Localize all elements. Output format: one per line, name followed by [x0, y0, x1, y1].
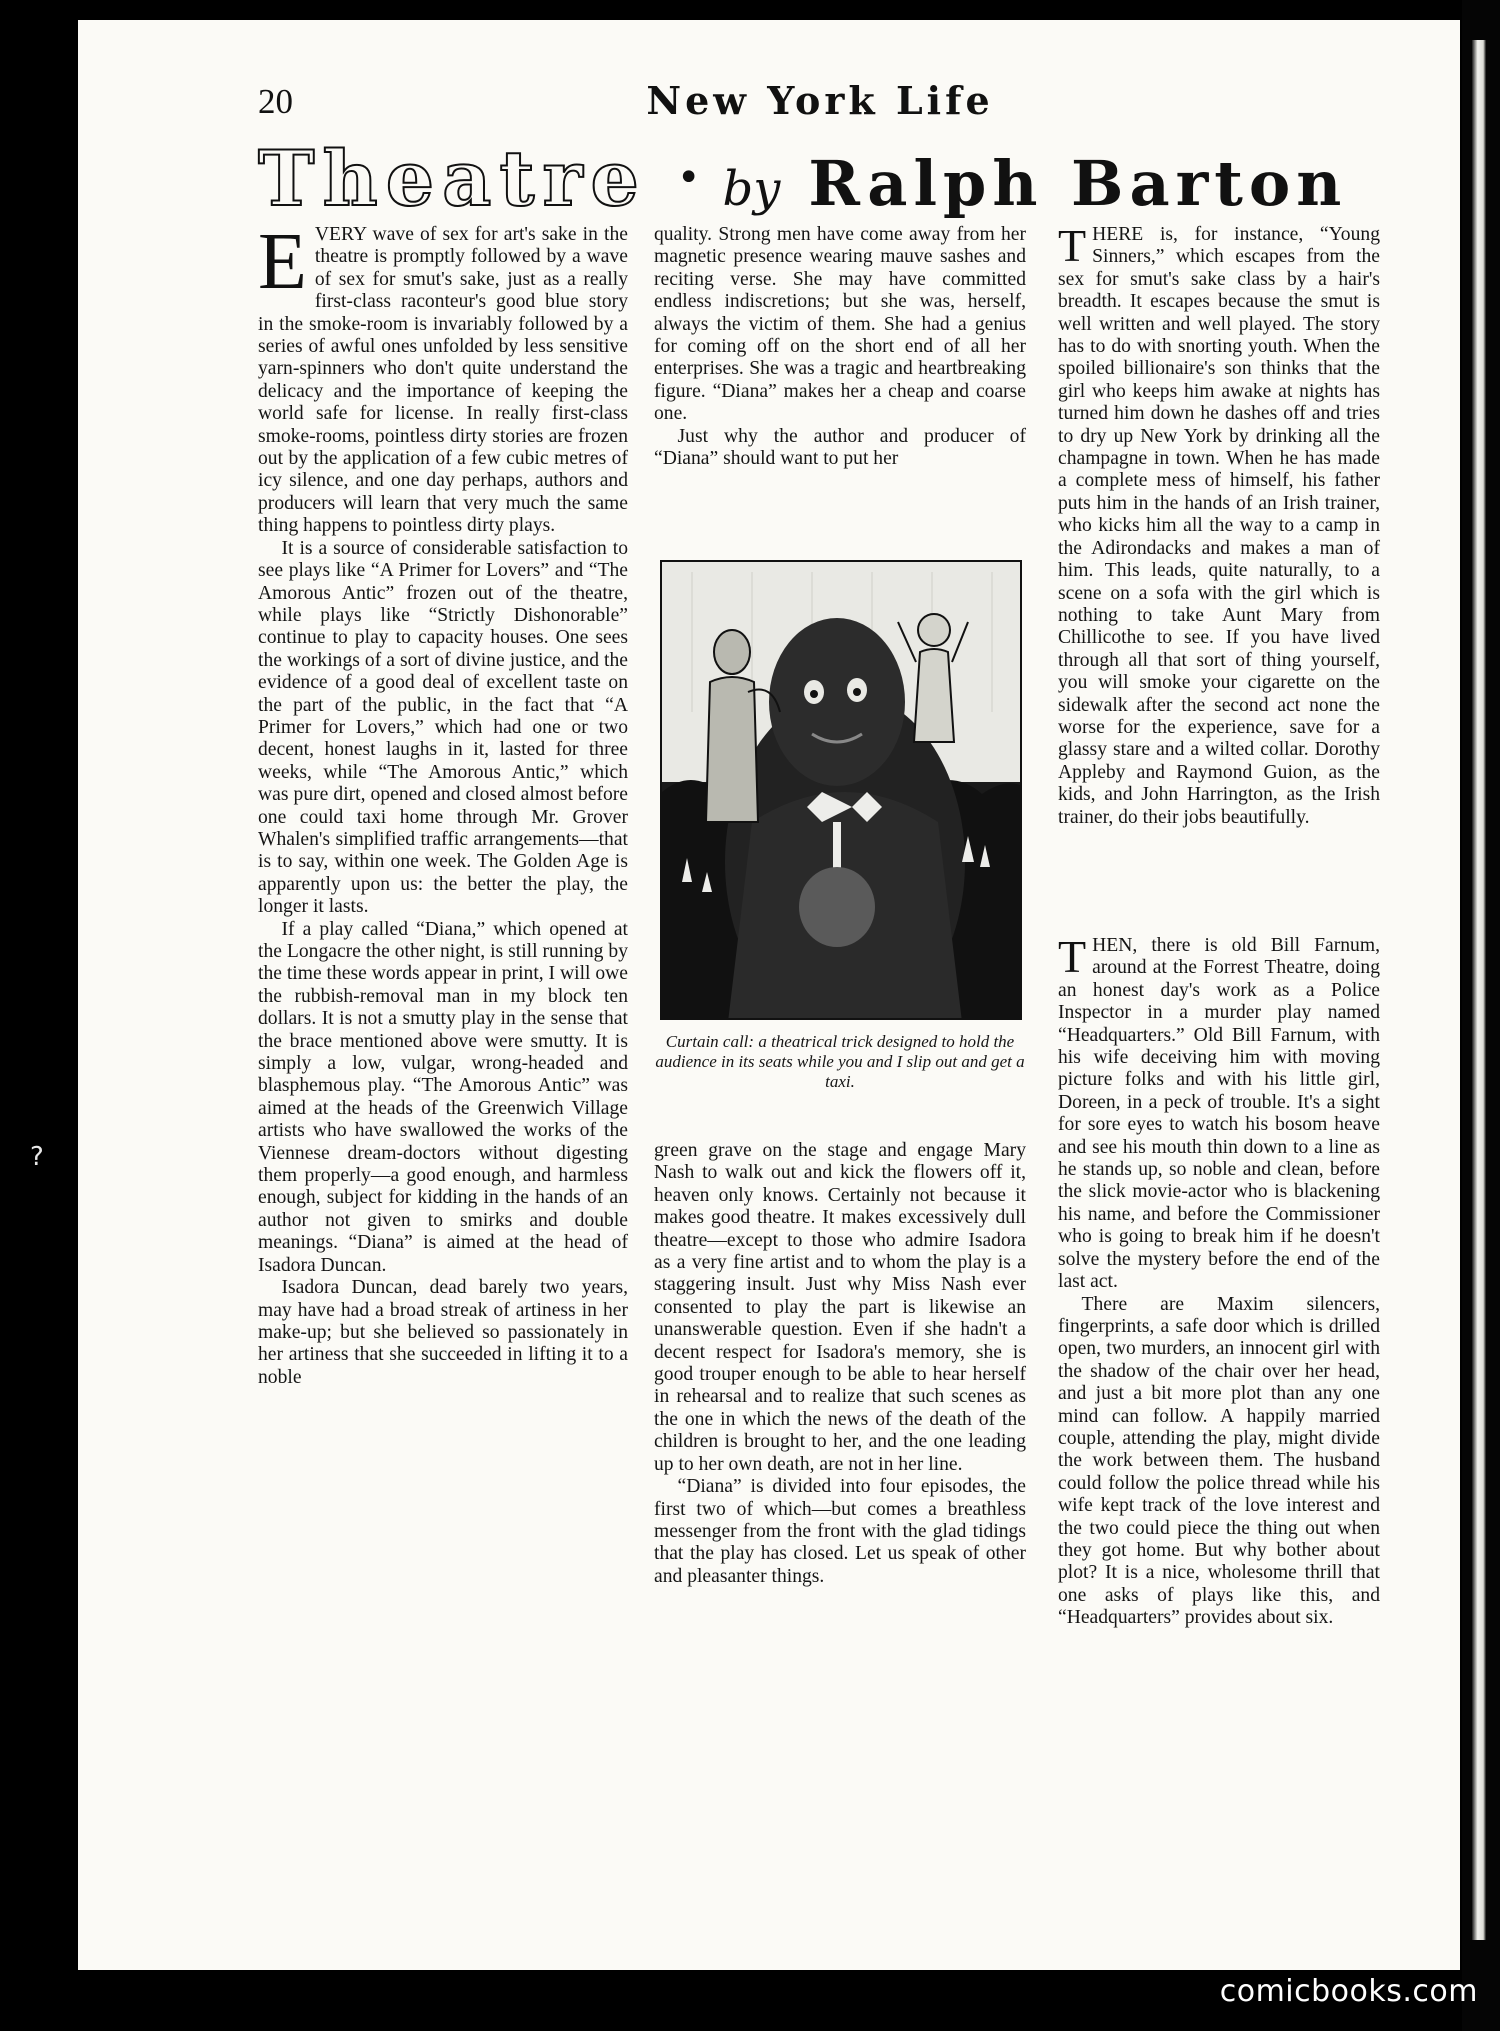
- paragraph-text: VERY wave of sex for art's sake in the theatre is promptly followed by a wave of sex for smut's sake, just as a really first-class raconteur's good blue story in the smoke-room is invariably followed by a series of awful ones unfolded by less sensitive yarn-spinners who don't quite understand the delicacy and the importance of keeping the world safe for license. In really first-class smoke-rooms, pointless dirty stories are frozen out by the application of a few cubic metres of icy silence, and one day perhaps, authors and producers will learn that very much the same thing happens to pointless dirty plays.: [258, 224, 628, 537]
- cartoon-illustration: [660, 560, 1022, 1020]
- paragraph: [258, 218, 628, 538]
- headline-by: by: [722, 161, 781, 217]
- headline-separator: •: [676, 155, 701, 201]
- paragraph: [1058, 220, 1380, 829]
- source-watermark: comicbooks.com: [1219, 1974, 1478, 2009]
- drop-cap: T: [1058, 220, 1087, 271]
- magazine-title: New York Life: [646, 78, 994, 123]
- paragraph: If a play called “Diana,” which opened at the Longacre the other night, is still running by the time these words appear in print, I will owe the rubbish-removal man in my block ten dollars. It is not a smutty play in the sense that the brace mentioned above were smutty. It is simply a low, vulgar, wrong-headed and blasphemous play. “The Amorous Antic” was aimed at the heads of the Greenwich Village artists who have swallowed the works of the Viennese dream-doctors without digesting them properly—a good enough, and harmless enough, subject for kidding in the hands of an author not given to smirks and double meanings. “Diana” is aimed at the head of Isadora Duncan.: [258, 918, 629, 1276]
- headline-author: Ralph Barton: [808, 147, 1348, 220]
- paragraph: green grave on the stage and engage Mary Nash to walk out and kick the flowers off it, heaven only knows. Certainly not because it makes good theatre. It makes excessively dull theatre—except to those who admire Isadora as a very fine artist and to whom the play is a staggering insult. Just why Miss Nash ever consented to play the part is likewise an unanswerable question. Even if she hadn't a decent respect for Isadora's memory, she is good trouper enough to be able to hear herself in rehearsal and to realize that such scenes as the one in which the news of the death of the children is brought to her, and the one leading up to her own death, are not in her line.: [654, 1140, 1026, 1475]
- paragraph: quality. Strong men have come away from her magnetic presence wearing mauve sashes and reciting verse. She may have committed endless indiscretions; but she was, herself, always the victim of them. She had a genius for coming off on the short end of all her enterprises. She was a tragic and heartbreaking figure. “Diana” makes her a cheap and coarse one.: [654, 224, 1026, 425]
- page-number: 20: [258, 82, 293, 121]
- article-column-2-continued: [654, 1140, 1026, 1588]
- paragraph: Isadora Duncan, dead barely two years, may have had a broad streak of artiness in her make-up; but she believed so passionately in her artiness that she succeeded in lifting it to a noble: [258, 1277, 628, 1388]
- article-column-3: [1058, 220, 1380, 829]
- article-column-1: [258, 218, 629, 1389]
- next-page-edge: [1472, 40, 1486, 1940]
- paragraph: “Diana” is divided into four episodes, the first two of which—but comes a breathless messenger from the front with the glad tidings that the play has closed. Let us speak of other and pleasanter things.: [654, 1476, 1026, 1587]
- paragraph: There are Maxim silencers, fingerprints, a safe door which is drilled open, two murders, an innocent girl with the shadow of the chair over her head, and just a bit more plot than any one mind can follow. A happily married couple, attending the play, might divide the work between them. The husband could follow the police thread while his wife kept track of the love interest and the two could piece the thing out when they got home. But why bother about plot? It is a nice, wholesome thrill that one asks of plays like this, and “Headquarters” provides about six.: [1058, 1293, 1380, 1629]
- curtain-call-drawing: [662, 562, 1022, 1020]
- article-column-2: [654, 224, 1026, 470]
- paragraph: It is a source of considerable satisfaction to see plays like “A Primer for Lovers” and “The Amorous Antic” frozen out of the theatre, while plays like “Strictly Dishonorable” continue to play to capacity houses. One sees the workings of a sort of divine justice, and the evidence of a good deal of excellent taste on the part of the public, in the fact that “A Primer for Lovers,” which had one or two decent, honest laughs in it, lasted for three weeks, while “The Amorous Antic,” which was pure dirt, opened and closed almost before one could taxi home through Mr. Grover Whalen's simplified traffic arrangements—that is to say, within one week. The Golden Age is apparently upon us: the better the play, the longer it lasts.: [258, 537, 628, 918]
- illustration-caption: Curtain call: a theatrical trick designed to hold the audience in its seats while you and I slip out and get a taxi.: [655, 1032, 1025, 1091]
- article-column-3-continued: [1058, 931, 1380, 1630]
- paragraph: [1058, 931, 1380, 1294]
- paragraph-text: HERE is, for instance, “Young Sinners,” which escapes from the sex for smut's sake class by a hair's breadth. It escapes because the smut is well written and well played. The story has to do with snorting youth. When the spoiled billionaire's son thinks that the girl who keeps him awake at nights has turned him down he dashes off and tries to dry up New York by drinking all the champagne in town. When he has made a complete mess of himself, his father puts him in the hands of an Irish trainer, who kicks him all the way to a camp in the Adirondacks and makes a man of him. This leads, quite naturally, to a scene on a sofa with the girl which is nothing to take Aunt Mary from Chillicothe to see. If you have lived through all that sort of thing yourself, you will smoke your cigarette on the sidewalk after the second act none the worse for the experience, save for a glassy stare and a wilted collar. Dorothy Appleby and Raymond Guion, as the kids, and John Harrington, as the Irish trainer, do their jobs beautifully.: [1058, 224, 1380, 828]
- drop-cap: E: [258, 218, 307, 306]
- headline-title: Theatre: [258, 134, 647, 223]
- margin-mark: ?: [30, 1142, 44, 1172]
- drop-cap: T: [1058, 931, 1087, 982]
- article-headline: [258, 134, 1378, 223]
- paragraph-text: HEN, there is old Bill Farnum, around at the Forrest Theatre, doing an honest day's work as a Police Inspector in a murder play named “Headquarters.” Old Bill Farnum, with his wife deceiving him with moving picture folks and with his little girl, Doreen, in a peck of trouble. It's a sight for sore eyes to watch his bosom heave and see his mouth thin down to a line as he stands up, so noble and clean, before the slick movie-actor who is blackening his name, and before the Commissioner who is going to break him if he doesn't solve the mystery before the end of the last act.: [1058, 935, 1380, 1293]
- paragraph: Just why the author and producer of “Diana” should want to put her: [654, 425, 1026, 470]
- page-gutter: [1462, 0, 1500, 2031]
